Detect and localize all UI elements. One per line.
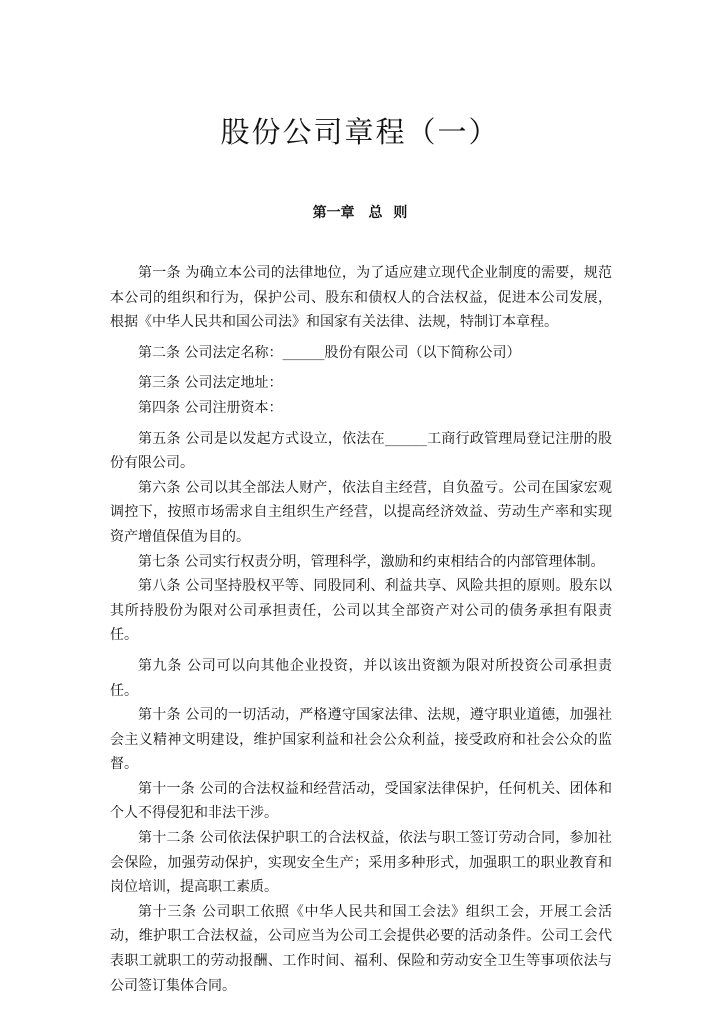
article-7: 第七条 公司实行权责分明，管理科学，激励和约束相结合的内部管理体制。 xyxy=(138,553,605,570)
article-6: 第六条 公司以其全部法人财产，依法自主经营，自负盈亏。公司在国家宏观调控下，按照市场需求自主组织生产经营，以提高经济效益、劳动生产率和实现资产增值保值为目的。 xyxy=(110,479,612,545)
article-1: 第一条 为确立本公司的法律地位，为了适应建立现代企业制度的需要，规范本公司的组织和行为，保护公司、股东和债权人的合法权益，促进本公司发展，根据《中华人民共和国公司法》和国家有关法律、法规，特制订本章程。 xyxy=(110,265,612,331)
article-3: 第三条 公司法定地址： xyxy=(138,375,283,392)
articles-block xyxy=(110,261,612,998)
article-9: 第九条 公司可以向其他企业投资，并以该出资额为限对所投资公司承担责任。 xyxy=(110,657,612,699)
article-10: 第十条 公司的一切活动，严格遵守国家法律、法规，遵守职业道德，加强社会主义精神文明建设，维护国家利益和社会公众利益，接受政府和社会公众的监督。 xyxy=(110,707,612,773)
document-title: 股份公司章程（一） xyxy=(220,115,500,149)
article-12: 第十二条 公司依法保护职工的合法权益，依法与职工签订劳动合同，参加社会保险，加强劳动保护，实现安全生产；采用多种形式，加强职工的职业教育和岗位培训，提高职工素质。 xyxy=(110,830,612,896)
chapter-heading: 第一章 总 则 xyxy=(312,205,408,221)
article-2: 第二条 公司法定名称：______股份有限公司（以下简称公司） xyxy=(138,344,521,361)
article-5: 第五条 公司是以发起方式设立，依法在______工商行政管理局登记注册的股份有限公司。 xyxy=(110,430,612,472)
article-8: 第八条 公司坚持股权平等、同股同利、利益共享、风险共担的原则。股东以其所持股份为限对公司承担责任，公司以其全部资产对公司的债务承担有限责任。 xyxy=(110,578,612,644)
article-11: 第十一条 公司的合法权益和经营活动，受国家法律保护，任何机关、团体和个人不得侵犯和非法干涉。 xyxy=(110,780,612,822)
article-13: 第十三条 公司职工依照《中华人民共和国工会法》组织工会，开展工会活动，维护职工合法权益，公司应当为公司工会提供必要的活动条件。公司工会代表职工就职工的劳动报酬、工作时间、福利、保险和劳动安全卫生等事项依法与公司签订集体合同。 xyxy=(110,903,612,994)
article-4: 第四条 公司注册资本： xyxy=(138,399,283,416)
